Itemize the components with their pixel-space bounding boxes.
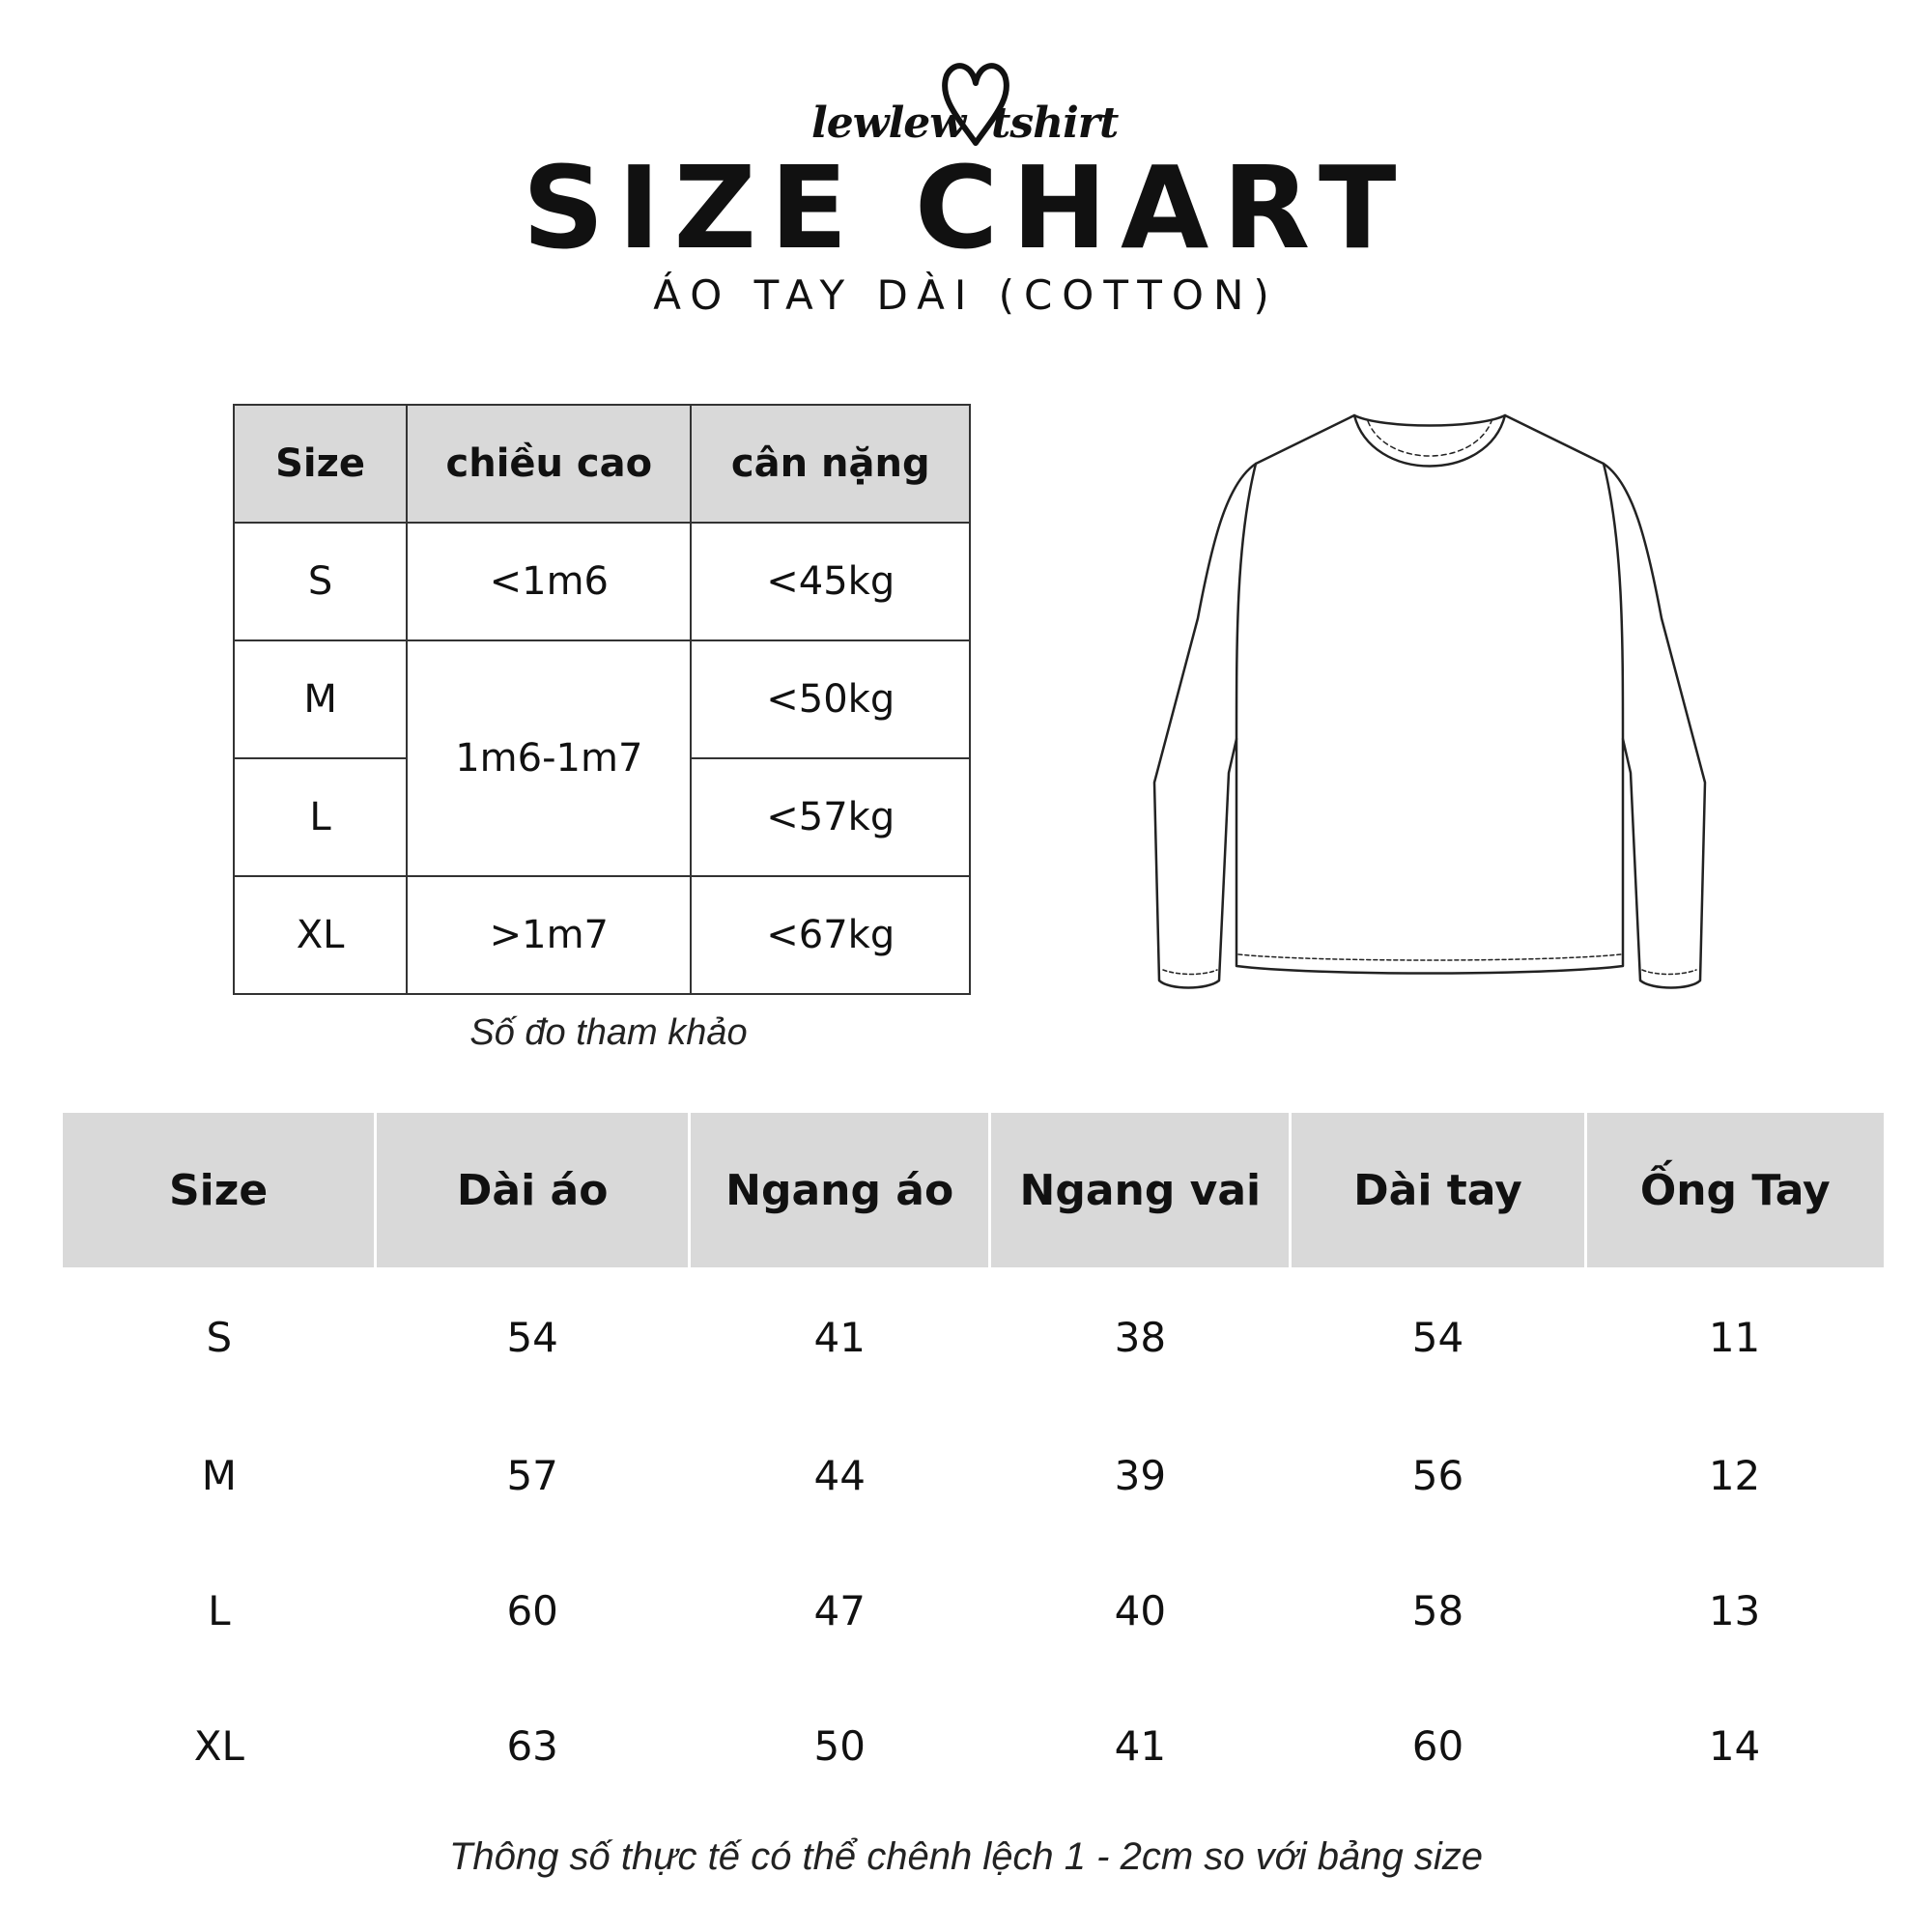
ref-header-height: chiều cao (407, 405, 691, 523)
ref-size-cell: S (234, 523, 407, 640)
meas-cell: 38 (1114, 1314, 1167, 1361)
ref-height-cell: >1m7 (407, 876, 691, 994)
table-row (63, 1678, 1884, 1813)
meas-cell: 60 (506, 1586, 558, 1634)
meas-cell: 63 (506, 1721, 558, 1770)
meas-cell: 57 (506, 1451, 558, 1499)
ref-header-weight: cân nặng (691, 405, 970, 523)
meas-cell: 58 (1411, 1586, 1464, 1634)
meas-cell: S (206, 1314, 233, 1361)
meas-cell: 41 (813, 1314, 866, 1361)
meas-header-shoulder: Ngang vai (990, 1113, 1291, 1267)
footer-note: Thông số thực tế có thể chênh lệch 1 - 2cm so với bảng size (448, 1835, 1484, 1878)
ref-height-cell: <1m6 (407, 523, 691, 640)
ref-weight-cell: <50kg (691, 640, 970, 758)
measurement-size-table (63, 1113, 1884, 1813)
brand-logo (802, 58, 1130, 155)
meas-cell: L (208, 1586, 231, 1634)
ref-size-cell: XL (234, 876, 407, 994)
brand-right-text: tshirt (991, 99, 1119, 148)
meas-cell: 13 (1708, 1586, 1761, 1634)
table-row (234, 640, 970, 758)
ref-size-cell: L (234, 758, 407, 876)
table-row (63, 1407, 1884, 1543)
meas-header-length: Dài áo (376, 1113, 690, 1267)
ref-weight-cell: <57kg (691, 758, 970, 876)
table-row (63, 1267, 1884, 1407)
reference-header-row (234, 405, 970, 523)
meas-header-chest: Ngang áo (690, 1113, 990, 1267)
meas-cell: 56 (1411, 1451, 1464, 1499)
meas-cell: M (201, 1451, 237, 1499)
meas-header-size: Size (63, 1113, 376, 1267)
table-row (63, 1543, 1884, 1678)
meas-cell: XL (193, 1721, 244, 1770)
meas-cell: 11 (1708, 1314, 1761, 1361)
meas-cell: 12 (1708, 1451, 1761, 1499)
ref-header-size: Size (234, 405, 407, 523)
ref-size-cell: M (234, 640, 407, 758)
long-sleeve-shirt-illustration (1140, 406, 1719, 1005)
reference-size-table (233, 404, 971, 995)
brand-left-text: lewlew (811, 99, 966, 148)
meas-cell: 14 (1708, 1721, 1761, 1770)
ref-weight-cell: <45kg (691, 523, 970, 640)
ref-height-cell: 1m6-1m7 (407, 640, 691, 876)
reference-note: Số đo tham khảo (469, 1012, 748, 1053)
meas-cell: 41 (1114, 1721, 1167, 1770)
meas-cell: 60 (1411, 1721, 1464, 1770)
meas-cell: 44 (813, 1451, 866, 1499)
meas-cell: 54 (506, 1314, 558, 1361)
measurement-header-row (63, 1113, 1884, 1267)
meas-header-sleeve-width: Ống Tay (1585, 1113, 1884, 1267)
meas-cell: 40 (1114, 1586, 1167, 1634)
page-title: SIZE CHART (522, 141, 1410, 274)
meas-cell: 54 (1411, 1314, 1464, 1361)
table-row (234, 523, 970, 640)
meas-cell: 39 (1114, 1451, 1167, 1499)
page-subtitle: ÁO TAY DÀI (COTTON) (653, 271, 1279, 319)
meas-header-sleeve-length: Dài tay (1291, 1113, 1585, 1267)
meas-cell: 50 (813, 1721, 866, 1770)
meas-cell: 47 (813, 1586, 866, 1634)
table-row (234, 876, 970, 994)
ref-weight-cell: <67kg (691, 876, 970, 994)
